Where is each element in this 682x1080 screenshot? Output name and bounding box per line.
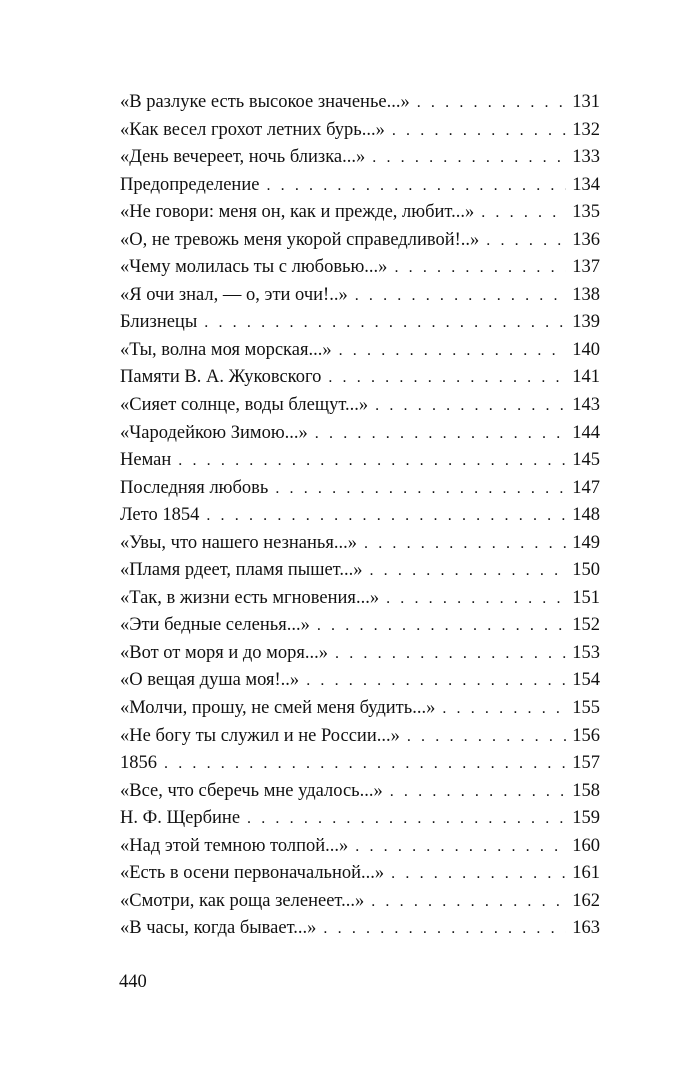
dot-leader — [364, 530, 566, 558]
dot-leader — [355, 833, 566, 861]
toc-entry-title: «Пламя рдеет, пламя пышет...» — [120, 560, 363, 581]
toc-entry-page: 134 — [572, 174, 600, 195]
dot-leader — [481, 199, 566, 227]
toc-entry — [120, 227, 600, 255]
toc-entry-page: 157 — [572, 753, 600, 774]
toc-entry-title: «Чему молилась ты с любовью...» — [120, 257, 388, 278]
toc-entry-page: 131 — [572, 92, 600, 112]
toc-entry — [120, 695, 600, 723]
toc-entry-page: 147 — [572, 477, 600, 498]
toc-entry-page: 141 — [572, 367, 600, 388]
toc-entry-page: 150 — [572, 560, 600, 581]
toc-entry-title: «В разлуке есть высокое значенье...» — [120, 92, 410, 112]
toc-entry-title: «Не богу ты служил и не России...» — [120, 725, 400, 746]
toc-entry — [120, 199, 600, 227]
toc-entry — [120, 502, 600, 530]
toc-entry-title: «Эти бедные селенья...» — [120, 615, 310, 636]
dot-leader — [486, 227, 566, 255]
toc-entry — [120, 282, 600, 310]
toc-entry-page: 140 — [572, 339, 600, 360]
dot-leader — [369, 557, 566, 585]
toc-entry — [120, 723, 600, 751]
toc-entry-title: Н. Ф. Щербине — [120, 808, 241, 829]
toc-entry-page: 151 — [572, 587, 600, 608]
toc-entry-page: 156 — [572, 725, 600, 746]
toc-entry — [120, 530, 600, 558]
dot-leader — [164, 750, 566, 778]
toc-entry-page: 138 — [572, 284, 600, 305]
dot-leader — [306, 667, 566, 695]
toc-entry — [120, 667, 600, 695]
toc-entry — [120, 778, 600, 806]
dot-leader — [372, 144, 566, 172]
dot-leader — [266, 172, 566, 200]
dot-leader — [247, 805, 566, 833]
toc-entry — [120, 254, 600, 282]
toc-entry-title: Неман — [120, 450, 172, 471]
toc-entry-title: Близнецы — [120, 312, 198, 333]
toc-entry — [120, 860, 600, 888]
toc-entry-page: 158 — [572, 780, 600, 801]
toc-entry-title: «День вечереет, ночь близка...» — [120, 147, 366, 168]
toc-entry-title: «Молчи, прошу, не смей меня будить...» — [120, 698, 436, 719]
dot-leader — [275, 475, 566, 503]
toc-entry-title: «Увы, что нашего незнанья...» — [120, 532, 357, 553]
dot-leader — [390, 778, 567, 806]
toc-entry-title: «Не говори: меня он, как и прежде, любит...» — [120, 202, 475, 223]
dot-leader — [391, 860, 566, 888]
toc-entry — [120, 833, 600, 861]
dot-leader — [204, 309, 566, 337]
toc-entry-title: «Ты, волна моя морская...» — [120, 339, 332, 360]
toc-entry — [120, 640, 600, 668]
toc-entry — [120, 364, 600, 392]
toc-entry — [120, 144, 600, 172]
toc-entry — [120, 475, 600, 503]
toc-entry-title: Памяти В. А. Жуковского — [120, 367, 322, 388]
toc-entry-page: 145 — [572, 450, 600, 471]
toc-entry — [120, 89, 600, 117]
dot-leader — [323, 915, 566, 943]
dot-leader — [394, 254, 566, 282]
toc-entry-page: 136 — [572, 229, 600, 250]
toc-entry-page: 148 — [572, 505, 600, 526]
toc-entry — [120, 337, 600, 365]
toc-entry-page: 154 — [572, 670, 600, 691]
dot-leader — [355, 282, 567, 310]
dot-leader — [386, 585, 566, 613]
table-of-contents — [120, 89, 600, 943]
toc-entry-title: «Так, в жизни есть мгновения...» — [120, 587, 380, 608]
toc-entry — [120, 117, 600, 145]
toc-entry-title: «О вещая душа моя!..» — [120, 670, 300, 691]
toc-entry-title: «Есть в осени первоначальной...» — [120, 863, 385, 884]
page-number: 440 — [119, 972, 147, 992]
toc-entry-page: 160 — [572, 835, 600, 856]
toc-entry-title: «Сияет солнце, воды блещут...» — [120, 395, 369, 416]
toc-entry — [120, 612, 600, 640]
toc-entry — [120, 750, 600, 778]
toc-entry — [120, 309, 600, 337]
dot-leader — [317, 612, 566, 640]
toc-entry-page: 152 — [572, 615, 600, 636]
toc-entry-page: 132 — [572, 119, 600, 140]
toc-entry — [120, 172, 600, 200]
toc-entry-page: 135 — [572, 202, 600, 223]
toc-entry-page: 159 — [572, 808, 600, 829]
toc-entry — [120, 447, 600, 475]
toc-entry-title: «Чародейкою Зимою...» — [120, 422, 308, 443]
dot-leader — [328, 364, 566, 392]
toc-entry-page: 137 — [572, 257, 600, 278]
toc-entry — [120, 805, 600, 833]
toc-entry-page: 163 — [572, 918, 600, 939]
dot-leader — [339, 337, 567, 365]
toc-entry-title: «Я очи знал, — о, эти очи!..» — [120, 284, 348, 305]
toc-entry — [120, 392, 600, 420]
toc-entry-title: «Как весел грохот летних бурь...» — [120, 119, 385, 140]
toc-entry-title: «Над этой темною толпой...» — [120, 835, 349, 856]
toc-entry-page: 144 — [572, 422, 600, 443]
toc-entry — [120, 888, 600, 916]
dot-leader — [371, 888, 566, 916]
dot-leader — [315, 420, 566, 448]
toc-entry — [120, 420, 600, 448]
toc-entry-title: «О, не тревожь меня укорой справедливой!..» — [120, 229, 480, 250]
dot-leader — [442, 695, 566, 723]
dot-leader — [407, 723, 566, 751]
toc-entry-page: 143 — [572, 395, 600, 416]
toc-entry — [120, 915, 600, 943]
toc-entry-page: 149 — [572, 532, 600, 553]
toc-entry — [120, 585, 600, 613]
toc-entry-page: 161 — [572, 863, 600, 884]
dot-leader — [178, 447, 566, 475]
toc-entry-title: «Смотри, как роща зеленеет...» — [120, 890, 365, 911]
toc-entry-page: 155 — [572, 698, 600, 719]
toc-entry-page: 139 — [572, 312, 600, 333]
toc-entry-title: Предопределение — [120, 174, 260, 195]
toc-entry-title: Лето 1854 — [120, 505, 200, 526]
dot-leader — [417, 89, 567, 117]
toc-entry-page: 133 — [572, 147, 600, 168]
toc-entry-title: «Все, что сберечь мне удалось...» — [120, 780, 383, 801]
toc-entry-title: «В часы, когда бывает...» — [120, 918, 317, 939]
dot-leader — [375, 392, 566, 420]
dot-leader — [206, 502, 566, 530]
toc-entry-page: 162 — [572, 890, 600, 911]
toc-entry-title: 1856 — [120, 753, 157, 774]
dot-leader — [335, 640, 566, 668]
dot-leader — [392, 117, 566, 145]
toc-entry — [120, 557, 600, 585]
toc-entry-title: «Вот от моря и до моря...» — [120, 642, 329, 663]
toc-entry-title: Последняя любовь — [120, 477, 269, 498]
toc-entry-page: 153 — [572, 642, 600, 663]
